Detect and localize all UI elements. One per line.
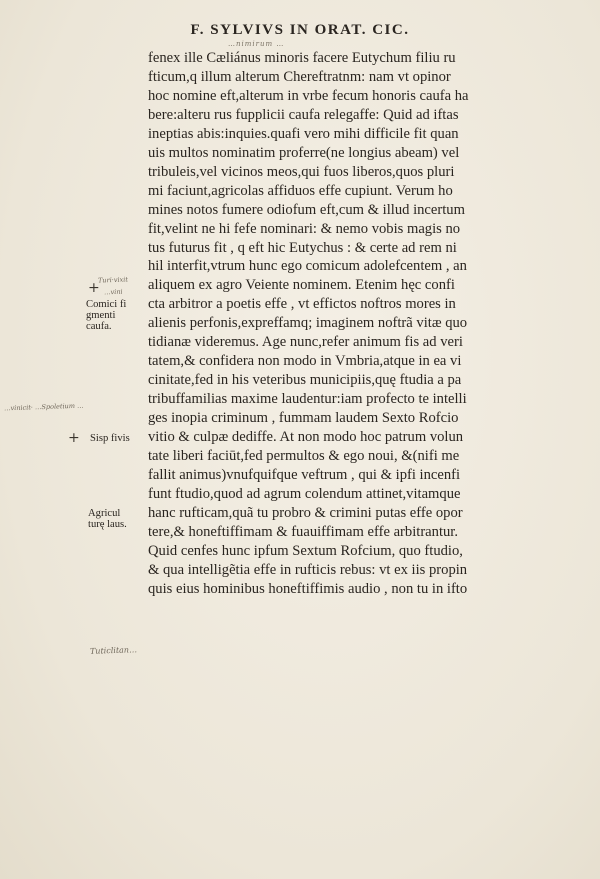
text-line: fallit animus)vnufquifque veftrum , qui & ipfi incenfi (148, 466, 461, 483)
text-line: hil interfit,vtrum hunc ego comicum adolefcentem , an (148, 258, 467, 275)
text-line: tere,& honeftiffimam & fuauiffimam effe arbitrantur. (148, 523, 459, 540)
text-line: tribuleis,vel vicinos meos,qui fuos liberos,quos pluri (148, 163, 455, 180)
handwritten-note: …vini (103, 287, 123, 297)
margin-note-agricul (88, 508, 150, 530)
margin-note-comici (86, 299, 148, 332)
text-line: ges inopia criminum , fummam laudem Sexto Rofcio (148, 410, 459, 427)
text-line: vitio & culpæ dediffe. At non modo hoc patrum volun (148, 429, 464, 446)
text-line: fenex ille Cæliánus minoris facere Eutychum filiu ru (148, 50, 456, 66)
text-line: tus futurus fit , q eft hic Eutychus : & certe ad rem ni (148, 239, 457, 256)
margin-note-line: Sisp fivis (90, 433, 130, 444)
text-line: fticum,q illum alterum Chereftratnm: nam vt opinor (148, 68, 451, 85)
text-line: quis eius hominibus honeftiffimis audio , non tu in ifto (148, 580, 468, 597)
text-line: tidianæ videremus. Age nunc,refer animum fis ad veri (148, 334, 463, 351)
text-line: cinitate,fed in his veteribus municipiis,quę ftudia a pa (148, 372, 462, 389)
margin-note-line: Comici fi (86, 299, 127, 310)
text-line: funt ftudio,quod ad agrum colendum attinet,vitamque (148, 485, 461, 502)
text-line: fit,velint ne hi fefe nominari: & nemo vobis magis no (148, 220, 461, 237)
handwritten-annotation-top: …nimirum … (228, 40, 285, 48)
text-line: & qua intelligẽtia effe in rufticis rebus: vt ex iis propin (148, 561, 468, 578)
margin-note-line: turę laus. (88, 519, 127, 530)
plus-mark: + (68, 430, 80, 446)
text-line: alienis perfonis,expreffamq; imaginem noftrã vitæ quo (148, 315, 468, 332)
text-line: mines notos fumere odiofum eft,cum & illud incertum (148, 201, 465, 218)
text-line: hoc nomine eft,alterum in vrbe fecum honoris caufa ha (148, 87, 469, 104)
text-line: bere:alteru rus fupplicii caufa relegaffe: Quid ad iftas (148, 106, 459, 123)
text-line: cta arbitror a poetis effe , vt effictos noftros mores in (148, 296, 456, 313)
running-head: F. SYLVIVS IN ORAT. CIC. (190, 22, 410, 38)
text-line: hanc rufticam,quã tu probro & crimini putas effe opor (148, 504, 463, 521)
margin-note-line: Agricul (88, 508, 121, 519)
text-line: ineptias abis:inquies.quafi vero mihi difficile fit quan (148, 125, 459, 142)
body-text (148, 49, 578, 599)
plus-mark: + (88, 280, 100, 296)
margin-note-line: gmenti (86, 310, 116, 321)
text-line: tate liberi faciūt,fed permultos & ego noui, &(nifi me (148, 448, 460, 465)
text-line: uis multos nominatim proferre(ne longius abeam) vel (148, 144, 460, 161)
margin-note-sisp (90, 433, 152, 444)
text-line: tribuffamilias maxime laudentur:iam profecto te intelli (148, 391, 467, 408)
handwritten-note: Turi·vixit (97, 275, 129, 285)
text-line: tatem,& confidera non modo in Vmbria,atque in ea vi (148, 353, 462, 370)
text-line: aliquem ex agro Veiente nominem. Etenim hęc confi (148, 277, 455, 294)
text-line: Quid cenfes hunc ipfum Sextum Rofcium, quo ftudio, (148, 542, 463, 559)
margin-note-line: caufa. (86, 321, 112, 332)
handwritten-note: …vinicit· …Spoletium … (3, 401, 84, 413)
handwritten-note: Tuticlitan… (89, 645, 138, 656)
text-line: mi faciunt,agricolas affiduos effe cupiunt. Verum ho (148, 182, 453, 199)
